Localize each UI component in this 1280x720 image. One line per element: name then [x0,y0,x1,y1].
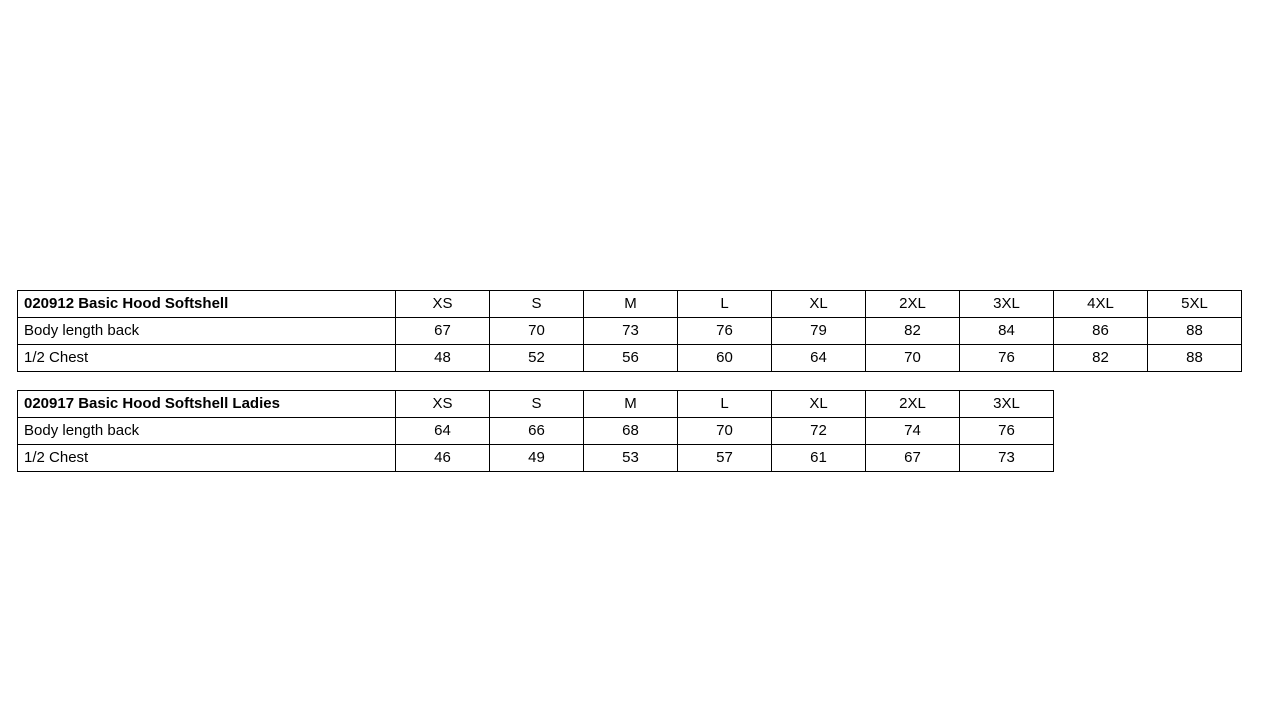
measurement-cell: 70 [678,418,772,445]
measurement-cell: 76 [960,418,1054,445]
column-header: XS [396,291,490,318]
column-header: 5XL [1148,291,1242,318]
table-row [18,418,1054,445]
column-header: L [678,391,772,418]
measurement-cell: 73 [584,318,678,345]
table-row [18,318,1242,345]
measurement-cell: 52 [490,345,584,372]
column-header: XL [772,391,866,418]
column-header: 2XL [866,391,960,418]
measurement-cell: 67 [396,318,490,345]
measurement-cell: 76 [678,318,772,345]
column-header: 4XL [1054,291,1148,318]
table-row [18,345,1242,372]
column-header: 2XL [866,291,960,318]
measurement-cell: 84 [960,318,1054,345]
measurement-cell: 74 [866,418,960,445]
column-header: M [584,291,678,318]
measurement-cell: 68 [584,418,678,445]
row-label: Body length back [18,418,396,445]
measurement-cell: 66 [490,418,584,445]
table-header-row [18,291,1242,318]
measurement-cell: 76 [960,345,1054,372]
measurement-cell: 49 [490,445,584,472]
size-table-mens [17,290,1242,372]
column-header: M [584,391,678,418]
column-header: XS [396,391,490,418]
measurement-cell: 88 [1148,345,1242,372]
measurement-cell: 64 [772,345,866,372]
measurement-cell: 88 [1148,318,1242,345]
measurement-cell: 57 [678,445,772,472]
measurement-cell: 70 [866,345,960,372]
measurement-cell: 82 [866,318,960,345]
column-header: 3XL [960,391,1054,418]
table-row [18,445,1054,472]
measurement-cell: 61 [772,445,866,472]
measurement-cell: 48 [396,345,490,372]
column-header: S [490,291,584,318]
column-header: 3XL [960,291,1054,318]
measurement-cell: 56 [584,345,678,372]
measurement-cell: 60 [678,345,772,372]
measurement-cell: 70 [490,318,584,345]
table-title: 020912 Basic Hood Softshell [18,291,396,318]
column-header: L [678,291,772,318]
measurement-cell: 73 [960,445,1054,472]
row-label: Body length back [18,318,396,345]
column-header: S [490,391,584,418]
measurement-cell: 53 [584,445,678,472]
table-header-row [18,391,1054,418]
measurement-cell: 64 [396,418,490,445]
column-header: XL [772,291,866,318]
measurement-cell: 72 [772,418,866,445]
measurement-cell: 86 [1054,318,1148,345]
measurement-cell: 79 [772,318,866,345]
measurement-cell: 67 [866,445,960,472]
row-label: 1/2 Chest [18,445,396,472]
size-table-ladies [17,390,1054,472]
measurement-cell: 46 [396,445,490,472]
table-title: 020917 Basic Hood Softshell Ladies [18,391,396,418]
measurement-cell: 82 [1054,345,1148,372]
row-label: 1/2 Chest [18,345,396,372]
